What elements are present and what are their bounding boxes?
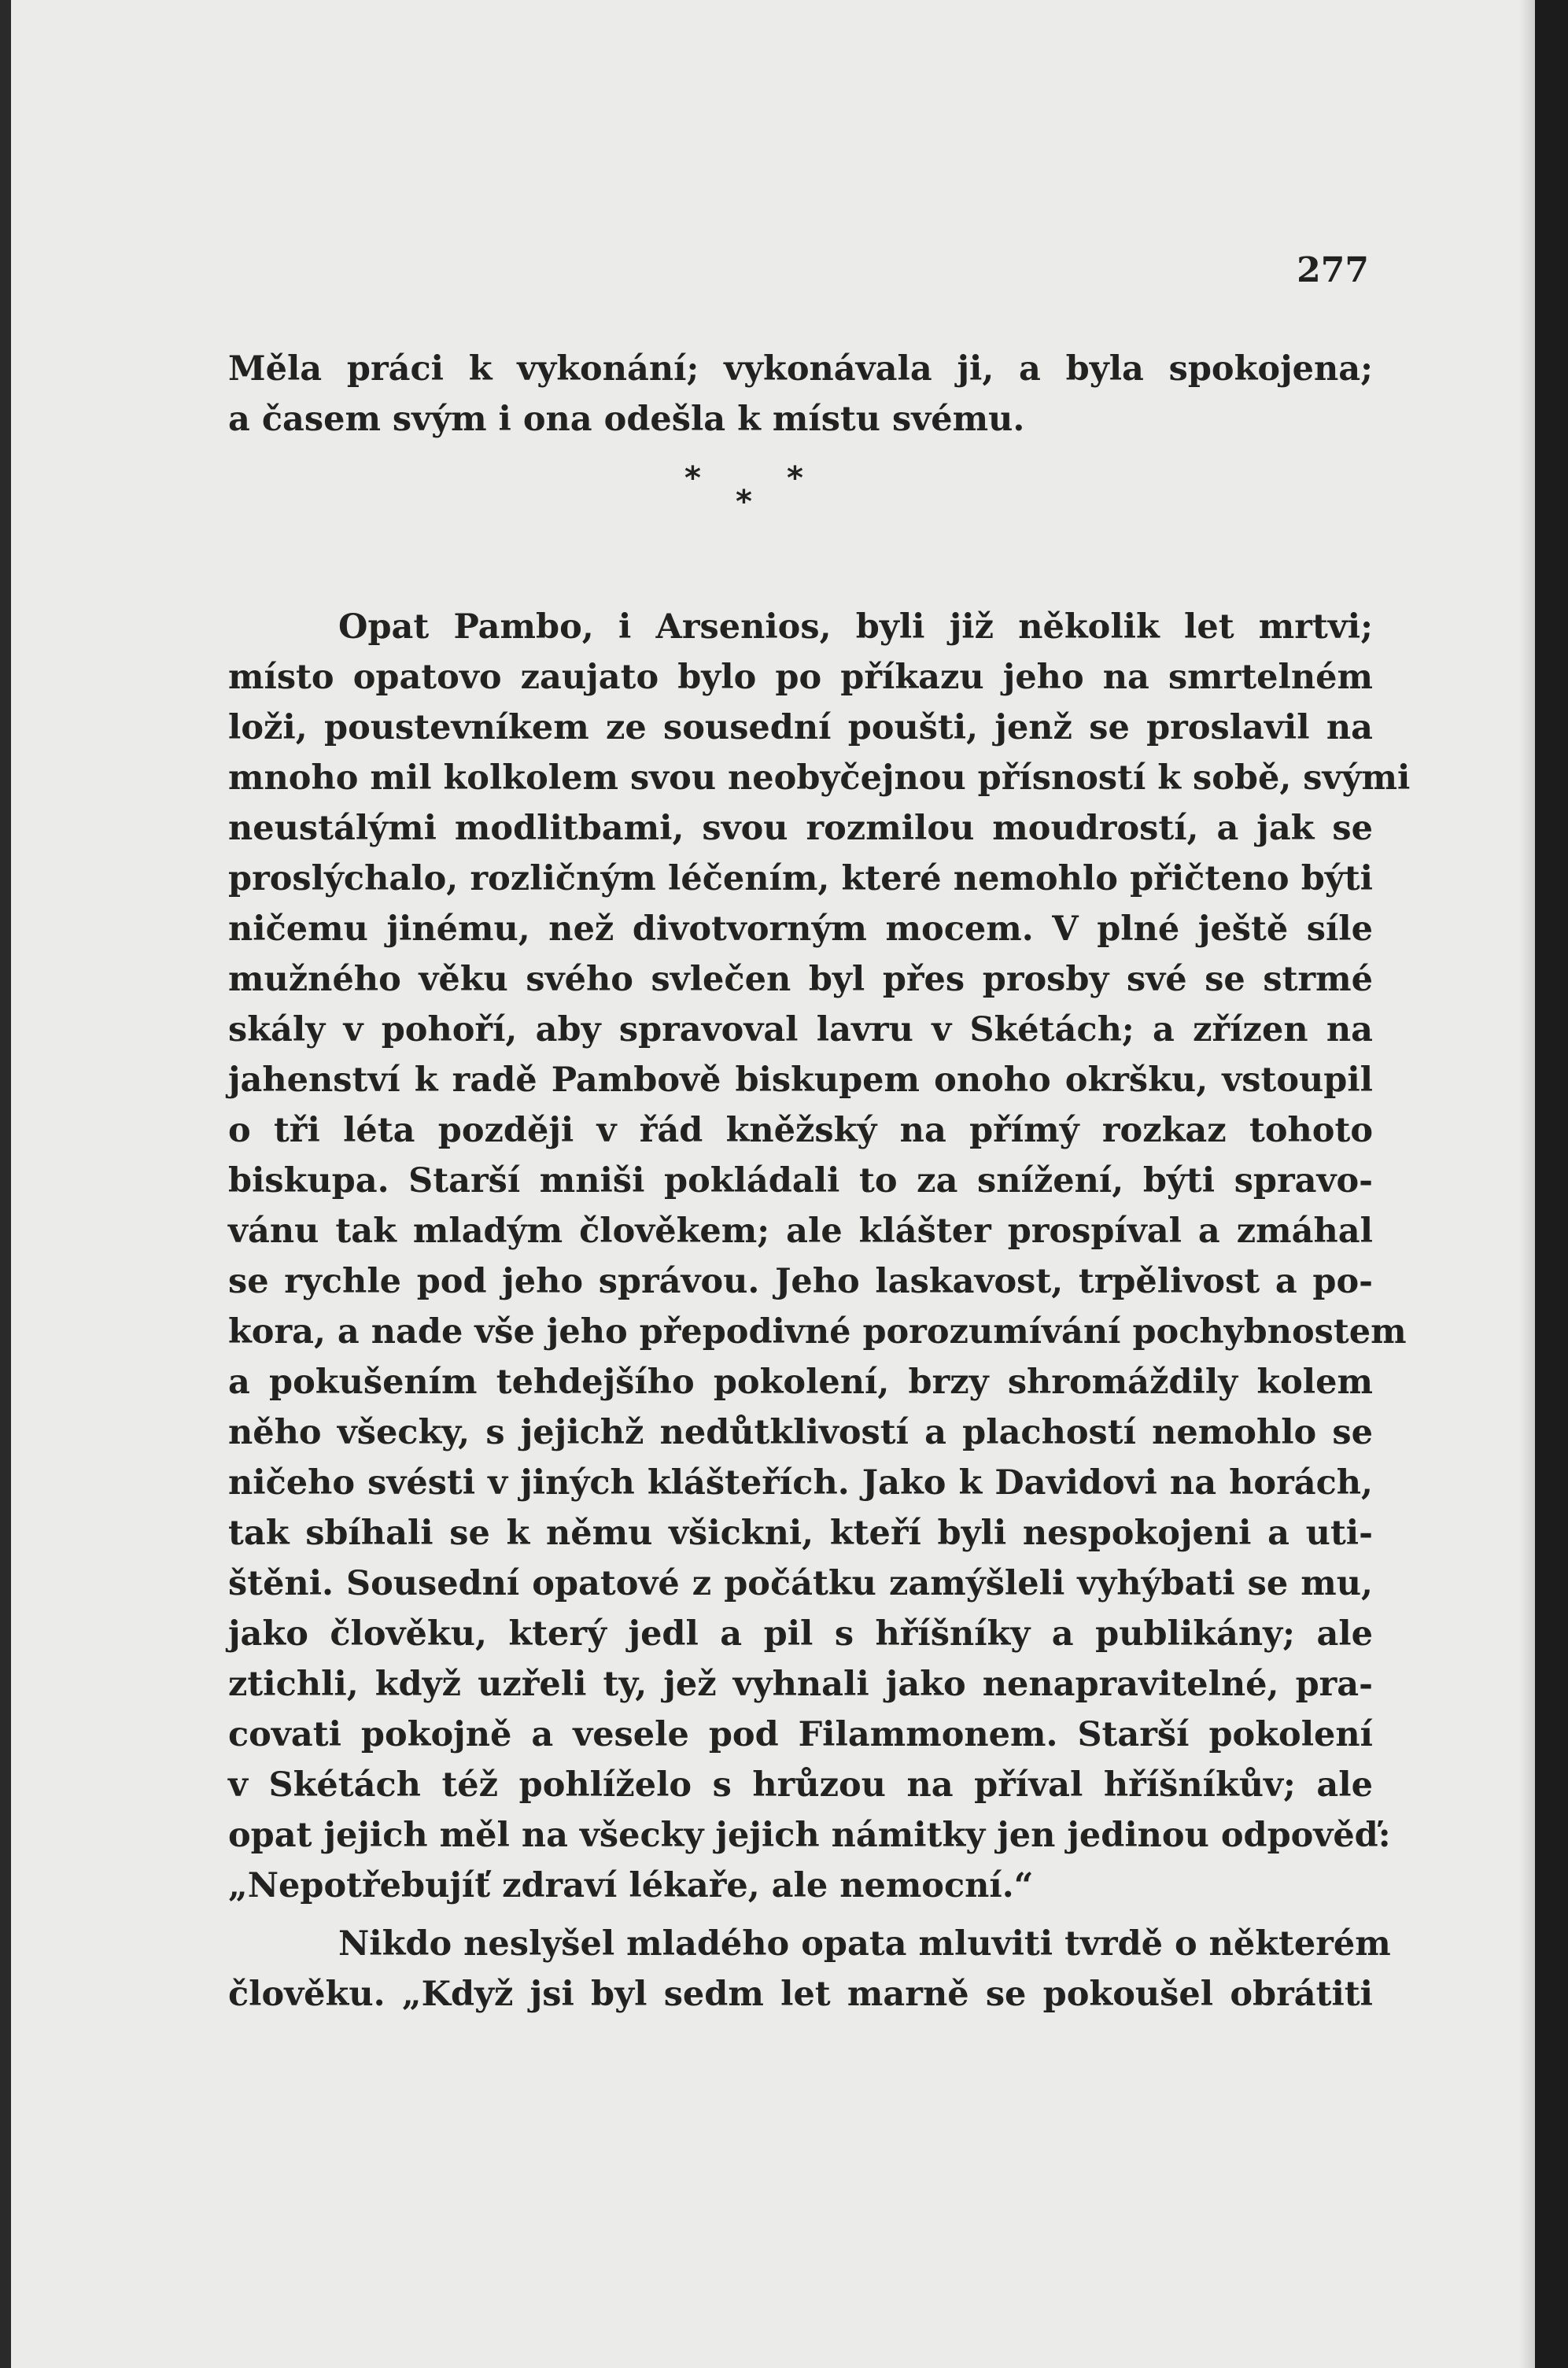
- text-line: ničeho svésti v jiných klášteřích. Jako k Davidovi na horách,: [228, 1463, 1373, 1503]
- text-line: štěni. Sousední opatové z počátku zamýšleli vyhýbati se mu,: [228, 1564, 1373, 1603]
- text-line: neustálými modlitbami, svou rozmilou moudrostí, a jak se: [228, 809, 1373, 848]
- text-line: ztichli, když uzřeli ty, jež vyhnali jako nenapravitelné, pra-: [228, 1665, 1373, 1704]
- text-line: a časem svým i ona odešla k místu svému.: [228, 400, 1025, 439]
- text-line: proslýchalo, rozličným léčením, které nemohlo přičteno býti: [228, 859, 1373, 898]
- body-text: [228, 344, 1411, 2019]
- text-line: covati pokojně a vesele pod Filammonem. Starší pokolení: [228, 1715, 1373, 1754]
- text-line: se rychle pod jeho správou. Jeho laskavost, trpělivost a po-: [228, 1262, 1373, 1301]
- text-line: „Nepotřebujíť zdraví lékaře, ale nemocní.“: [228, 1866, 1034, 1905]
- separator-star: *: [787, 460, 803, 496]
- paragraph: [228, 602, 1411, 1911]
- text-line: loži, poustevníkem ze sousední poušti, jenž se proslavil na: [228, 708, 1373, 747]
- text-line: kora, a nade vše jeho přepodivné porozumívání pochybnostem: [228, 1312, 1407, 1352]
- text-line: o tři léta později v řád kněžský na přímý rozkaz tohoto: [228, 1111, 1373, 1150]
- paragraph-gap: [228, 1911, 1373, 1919]
- text-line: Nikdo neslyšel mladého opata mluviti tvrdě o některém: [338, 1924, 1391, 1964]
- text-line: místo opatovo zaujato bylo po příkazu jeho na smrtelném: [228, 658, 1373, 697]
- text-line: ničemu jinému, než divotvorným mocem. V plné ještě síle: [228, 909, 1373, 949]
- page-number: 277: [1297, 250, 1369, 290]
- separator-star: *: [684, 460, 701, 496]
- left-page-edge: [0, 0, 11, 2368]
- section-separator: [228, 444, 1373, 602]
- text-line: mnoho mil kolkolem svou neobyčejnou přísností k sobě, svými: [228, 758, 1411, 798]
- text-line: opat jejich měl na všecky jejich námitky jen jedinou odpověď:: [228, 1816, 1391, 1855]
- text-line: biskupa. Starší mniši pokládali to za snížení, býti spravo-: [228, 1161, 1373, 1201]
- text-line: jahenství k radě Pambově biskupem onoho okršku, vstoupil: [228, 1060, 1373, 1100]
- text-line: člověku. „Když jsi byl sedm let marně se pokoušel obrátiti: [228, 1975, 1373, 2014]
- text-line: v Skétách též pohlíželo s hrůzou na příval hříšníkův; ale: [228, 1765, 1373, 1805]
- text-line: mužného věku svého svlečen byl přes prosby své se strmé: [228, 960, 1373, 999]
- text-line: tak sbíhali se k němu všickni, kteří byli nespokojeni a uti-: [228, 1514, 1373, 1553]
- text-line: a pokušením tehdejšího pokolení, brzy shromáždily kolem: [228, 1363, 1373, 1402]
- text-line: něho všecky, s jejichž nedůtklivostí a plachostí nemohlo se: [228, 1413, 1373, 1452]
- text-line: jako člověku, který jedl a pil s hříšníky a publikány; ale: [228, 1614, 1373, 1654]
- text-line: skály v pohoří, aby spravoval lavru v Skétách; a zřízen na: [228, 1010, 1373, 1049]
- binding-shadow: [1519, 0, 1535, 2368]
- right-page-edge: [1535, 0, 1568, 2368]
- paragraph: [228, 1919, 1391, 2019]
- text-line: vánu tak mladým člověkem; ale klášter prospíval a zmáhal: [228, 1212, 1373, 1251]
- text-line: Opat Pambo, i Arsenios, byli již několik let mrtvi;: [338, 607, 1373, 647]
- text-line: Měla práci k vykonání; vykonávala ji, a byla spokojena;: [228, 349, 1373, 389]
- separator-star: *: [736, 484, 752, 520]
